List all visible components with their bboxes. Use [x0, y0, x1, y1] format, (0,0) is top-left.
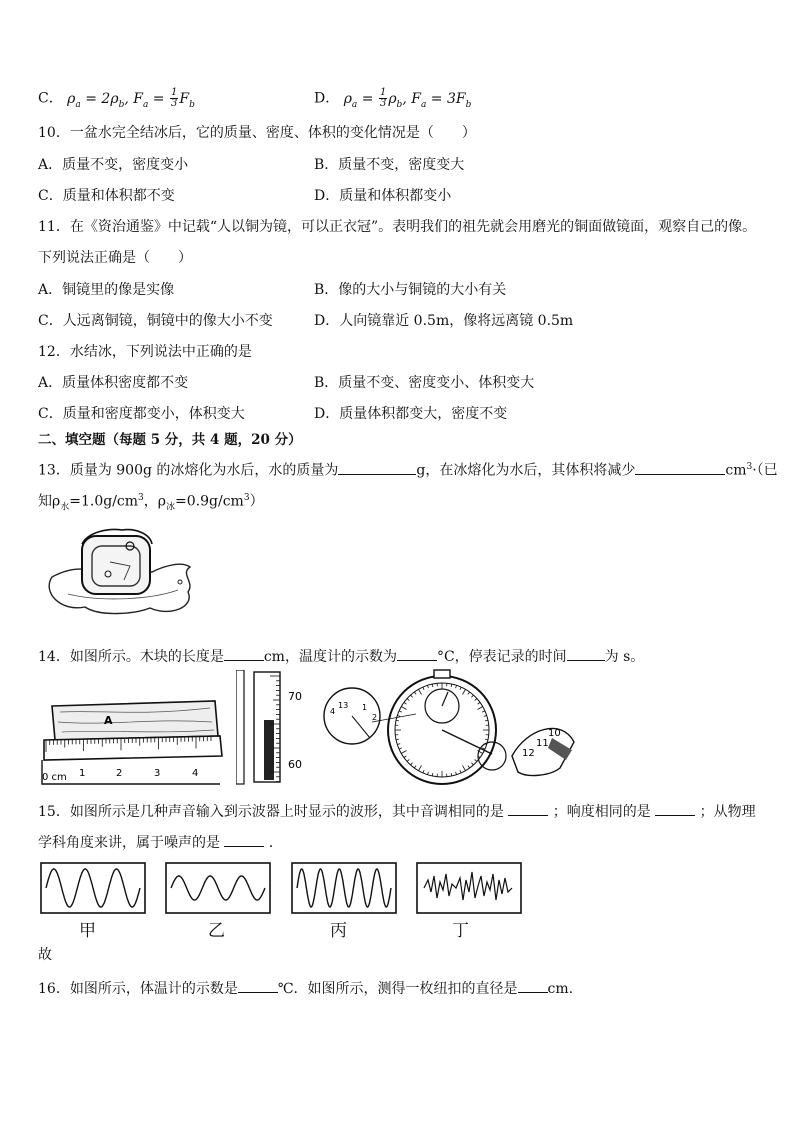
- waveform-label-jia: 甲: [79, 921, 96, 941]
- q15-after-text: 故: [38, 947, 52, 963]
- q10-stem: 10．一盆水完全结冰后，它的质量、密度、体积的变化情况是（ ）: [38, 125, 476, 141]
- stopwatch-zoom-right-label: 10: [548, 728, 561, 739]
- q13-stem-line1: 13．质量为 900g 的冰熔化为水后，水的质量为 g，在冰熔化为水后，其体积将减少 $cm^3\cdot$（已: [38, 458, 778, 480]
- q11-option-a[interactable]: A．铜镜里的像是实像: [38, 282, 175, 298]
- q15-blank-pitch[interactable]: [508, 801, 548, 816]
- q11-option-d[interactable]: D．人向镜靠近 0.5m，像将远离镜 0.5m: [314, 313, 574, 329]
- waveform-bing: [291, 862, 397, 914]
- thermometer-figure: [236, 670, 316, 786]
- q9-option-d[interactable]: [314, 88, 471, 113]
- q9-option-c-label: C．: [38, 90, 63, 107]
- stopwatch-zoom-left-label: 1: [362, 703, 368, 712]
- q10-option-d[interactable]: D．质量和体积都变小: [314, 188, 452, 204]
- waveform-ding: [416, 862, 522, 914]
- ruler-tick-label: 4: [192, 768, 199, 779]
- q12-option-d[interactable]: D．质量体积都变大，密度不变: [314, 406, 508, 422]
- stopwatch-zoom-right-label: 12: [522, 748, 535, 759]
- q9-option-c[interactable]: [38, 88, 195, 113]
- q16-blank-button-diameter[interactable]: [518, 978, 548, 993]
- q16-stem: 16．如图所示，体温计的示数是 ℃．如图所示，测得一枚纽扣的直径是 cm.: [38, 978, 573, 998]
- q11-option-b[interactable]: B．像的大小与铜镜的大小有关: [314, 282, 507, 298]
- waveform-label-yi: 乙: [208, 921, 225, 941]
- stopwatch-zoom-right-label: 11: [536, 738, 549, 749]
- q14-stem: 14．如图所示。木块的长度是 cm，温度计的示数为 °C，停表记录的时间 为 s。: [38, 646, 644, 666]
- q13-blank-mass[interactable]: [338, 460, 416, 475]
- stopwatch-figure: [322, 668, 578, 788]
- melting-ice-figure: [40, 522, 200, 622]
- q12-option-c[interactable]: C．质量和密度都变小，体积变大: [38, 406, 245, 422]
- q10-option-c[interactable]: C．质量和体积都不变: [38, 188, 175, 204]
- stopwatch-zoom-left-label: 4: [330, 707, 336, 716]
- q10-option-b[interactable]: B．质量不变，密度变大: [314, 157, 465, 173]
- q11-stem-line1: 11．在《资治通鉴》中记载“人以铜为镜，可以正衣冠”。表明我们的祖先就会用磨光的铜面做镜面，观察自己的像。: [38, 219, 757, 235]
- waveform-label-ding: 丁: [452, 921, 469, 941]
- ruler-tick-label: 1: [79, 768, 86, 779]
- q12-option-a[interactable]: A．质量体积密度都不变: [38, 375, 189, 391]
- ruler-tick-label: 2: [116, 768, 123, 779]
- q11-stem-line2: 下列说法正确是（ ）: [38, 250, 192, 266]
- q9-option-c-formula: $\rho_a = 2\rho_b$, $F_a$ = $\frac{1}{3}$ $F_b$: [67, 87, 195, 110]
- waveform-yi: [165, 862, 271, 914]
- q13-stem-line2: 知$\rho_水=1.0g/cm^3$，$\rho_冰=0.9g/cm^3$）: [38, 493, 264, 513]
- stopwatch-zoom-left-label: 13: [338, 701, 349, 710]
- waveform-label-bing: 丙: [330, 921, 347, 941]
- block-label: A: [104, 714, 113, 727]
- ruler-block-figure: [40, 696, 226, 788]
- thermometer-label-70: 70: [288, 690, 302, 703]
- q9-option-d-label: D．: [314, 90, 340, 107]
- q14-blank-length[interactable]: [224, 646, 264, 661]
- q12-option-b[interactable]: B．质量不变、密度变小、体积变大: [314, 375, 535, 391]
- ruler-tick-label: 3: [154, 768, 161, 779]
- q15-blank-noise[interactable]: [224, 832, 264, 847]
- thermometer-label-60: 60: [288, 758, 302, 771]
- stopwatch-zoom-left-label: 2: [372, 713, 378, 722]
- section-fill-in-heading: 二、填空题（每题 5 分，共 4 题，20 分）: [38, 432, 302, 448]
- waveform-jia: [40, 862, 146, 914]
- q16-blank-body-temp[interactable]: [238, 978, 278, 993]
- q11-option-c[interactable]: C．人远离铜镜，铜镜中的像大小不变: [38, 313, 273, 329]
- q10-option-a[interactable]: A．质量不变，密度变小: [38, 157, 189, 173]
- q13-blank-volume[interactable]: [635, 460, 725, 475]
- q15-stem-line1: 15．如图所示是几种声音输入到示波器上时显示的波形，其中音调相同的是 ；响度相同的是 ；从物理: [38, 801, 756, 821]
- ruler-unit-label: 0 cm: [42, 772, 67, 783]
- q14-blank-time[interactable]: [567, 646, 605, 661]
- q14-blank-temp[interactable]: [397, 646, 437, 661]
- q12-stem: 12．水结冰，下列说法中正确的是: [38, 344, 252, 360]
- q15-stem-line2: 学科角度来讲，属于噪声的是 ．: [38, 832, 283, 852]
- q15-blank-loudness[interactable]: [655, 801, 695, 816]
- q9-option-d-formula: $\rho_a$ = $\frac{1}{3}$ $\rho_b$, $F_a = 3F_b$: [343, 87, 472, 110]
